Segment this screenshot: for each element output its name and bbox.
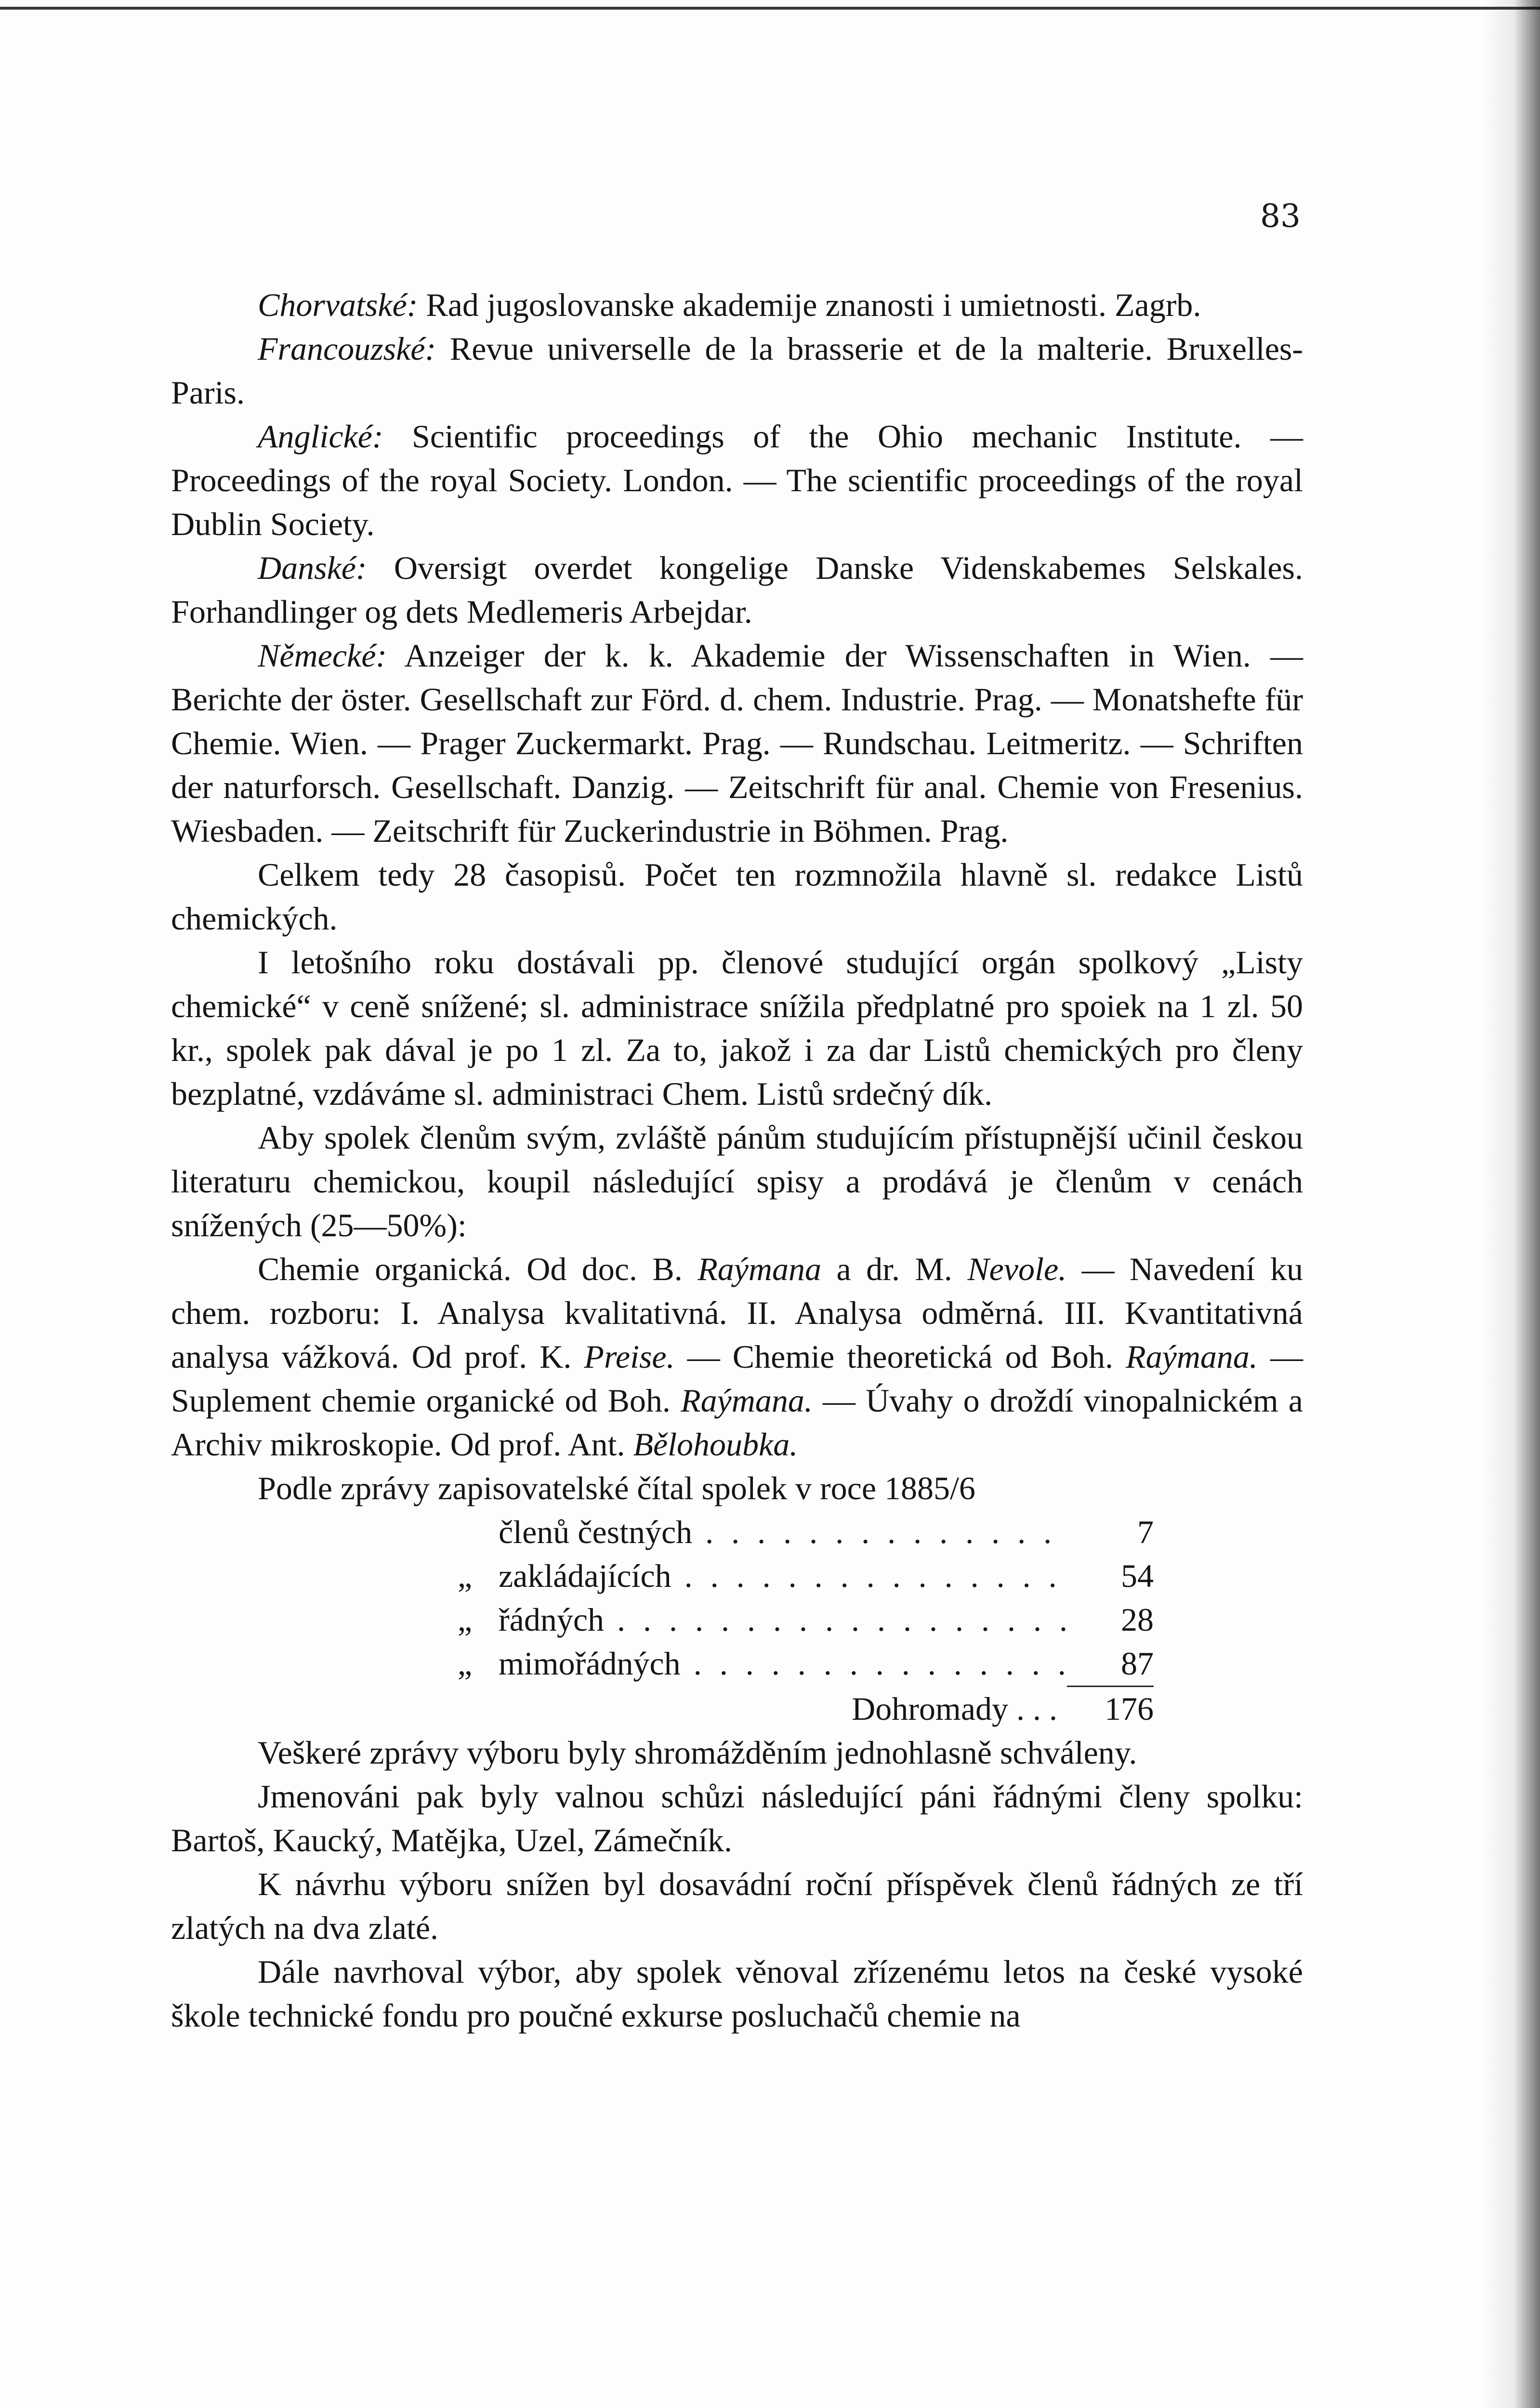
journal-danish-label: Danské: bbox=[258, 550, 367, 586]
paragraph-fund: Dále navrhoval výbor, aby spolek věnoval zřízenému letos na české vysoké škole technické fondu pro poučné exkurse posluchačů chemie na bbox=[171, 1953, 1303, 2034]
paragraph-students: I letošního roku dostávali pp. členové studující orgán spolkový „Listy chemické“ v ceně snížené; sl. administrace snížila předplatné pro spoiek na 1 zl. 50 kr., spolek pak dával je po 1 zl. Za to, jakož i za dar Listů chemických pro členy bezplatné, vzdáváme sl. administraci Chem. Listů srdečný dík. bbox=[171, 944, 1303, 1112]
members-row: „ řádných . . . 28 bbox=[431, 1598, 1154, 1642]
journal-german-label: Německé: bbox=[258, 637, 387, 674]
page-number: 83 bbox=[1260, 197, 1301, 235]
members-row: „ zakládajících . . . 54 bbox=[431, 1554, 1154, 1598]
journal-danish: Danské: Oversigt overdet kongelige Danske Videnskabemes Selskales. Forhandlinger og dets Medlemeris Arbejdar. bbox=[171, 550, 1303, 630]
document-body bbox=[171, 283, 1303, 2038]
members-table bbox=[171, 1510, 1303, 1687]
journal-croatian-label: Chorvatské: bbox=[258, 287, 418, 323]
journal-croatian: Chorvatské: Rad jugoslovanske akademije znanosti i umietnosti. Zagrb. bbox=[258, 287, 1201, 323]
members-total: Dohromady . . . 176 bbox=[852, 1690, 1154, 1727]
scan-top-edge bbox=[0, 7, 1540, 10]
paragraph-literature: Aby spolek členům svým, zvláště pánům studujícím přístupnější učinil českou literaturu chemickou, koupil následující spisy a prodává je členům v cenách snížených (25—50%): bbox=[171, 1119, 1303, 1243]
paragraph-approval: Veškeré zprávy výboru byly shromážděním jednohlasně schváleny. bbox=[258, 1734, 1137, 1771]
paragraph-appointed: Jmenováni pak byly valnou schůzi následující páni řádnými členy spolku: Bartoš, Kaucký, Matějka, Uzel, Zámečník. bbox=[171, 1778, 1303, 1858]
paragraph-fee: K návrhu výboru snížen byl dosavádní roční příspěvek členů řádných ze tří zlatých na dva zlaté. bbox=[171, 1866, 1303, 1946]
journal-french-label: Francouzské: bbox=[258, 330, 436, 367]
journal-english: Anglické: Scientific proceedings of the Ohio mechanic Institute. — Proceedings of the royal Society. London. — The scientific proceedings of the royal Dublin Society. bbox=[171, 418, 1303, 542]
journal-french: Francouzské: Revue universelle de la brasserie et de la malterie. Bruxelles-Paris. bbox=[171, 330, 1303, 411]
journal-german: Německé: Anzeiger der k. k. Akademie der Wissenschaften in Wien. — Berichte der öster. Gesellschaft zur Förd. d. chem. Industrie. Prag. — Monatshefte für Chemie. Wien. — Prager Zuckermarkt. Prag. — Rundschau. Leitmeritz. — Schriften der naturforsch. Gesellschaft. Danzig. — Zeitschrift für anal. Chemie von Fresenius. Wiesbaden. — Zeitschrift für Zuckerindustrie in Böhmen. Prag. bbox=[171, 637, 1303, 849]
paragraph-total: Celkem tedy 28 časopisů. Počet ten rozmnožila hlavně sl. redakce Listů chemických. bbox=[171, 856, 1303, 937]
paragraph-report-intro: Podle zprávy zapisovatelské čítal spolek v roce 1885/6 bbox=[258, 1470, 975, 1506]
members-row: členů čestných . . . 7 bbox=[431, 1510, 1154, 1554]
journal-english-label: Anglické: bbox=[258, 418, 383, 455]
paragraph-books: Chemie organická. Od doc. B. Raýmana a dr. M. Nevole. — Navedení ku chem. rozboru: I. Analysa kvalitativná. II. Analysa odměrná. III. Kvantitativná analysa vážková. Od prof. K. Preise. — Chemie theoretická od Boh. Raýmana. — Suplement chemie organické od Boh. Raýmana. — Úvahy o droždí vinopalnickém a Archiv mikroskopie. Od prof. Ant. Bělohoubka. bbox=[171, 1251, 1303, 1463]
scan-right-edge-shadow bbox=[1482, 0, 1540, 2408]
members-row: „ mimořádných . . . 87 bbox=[431, 1642, 1154, 1687]
